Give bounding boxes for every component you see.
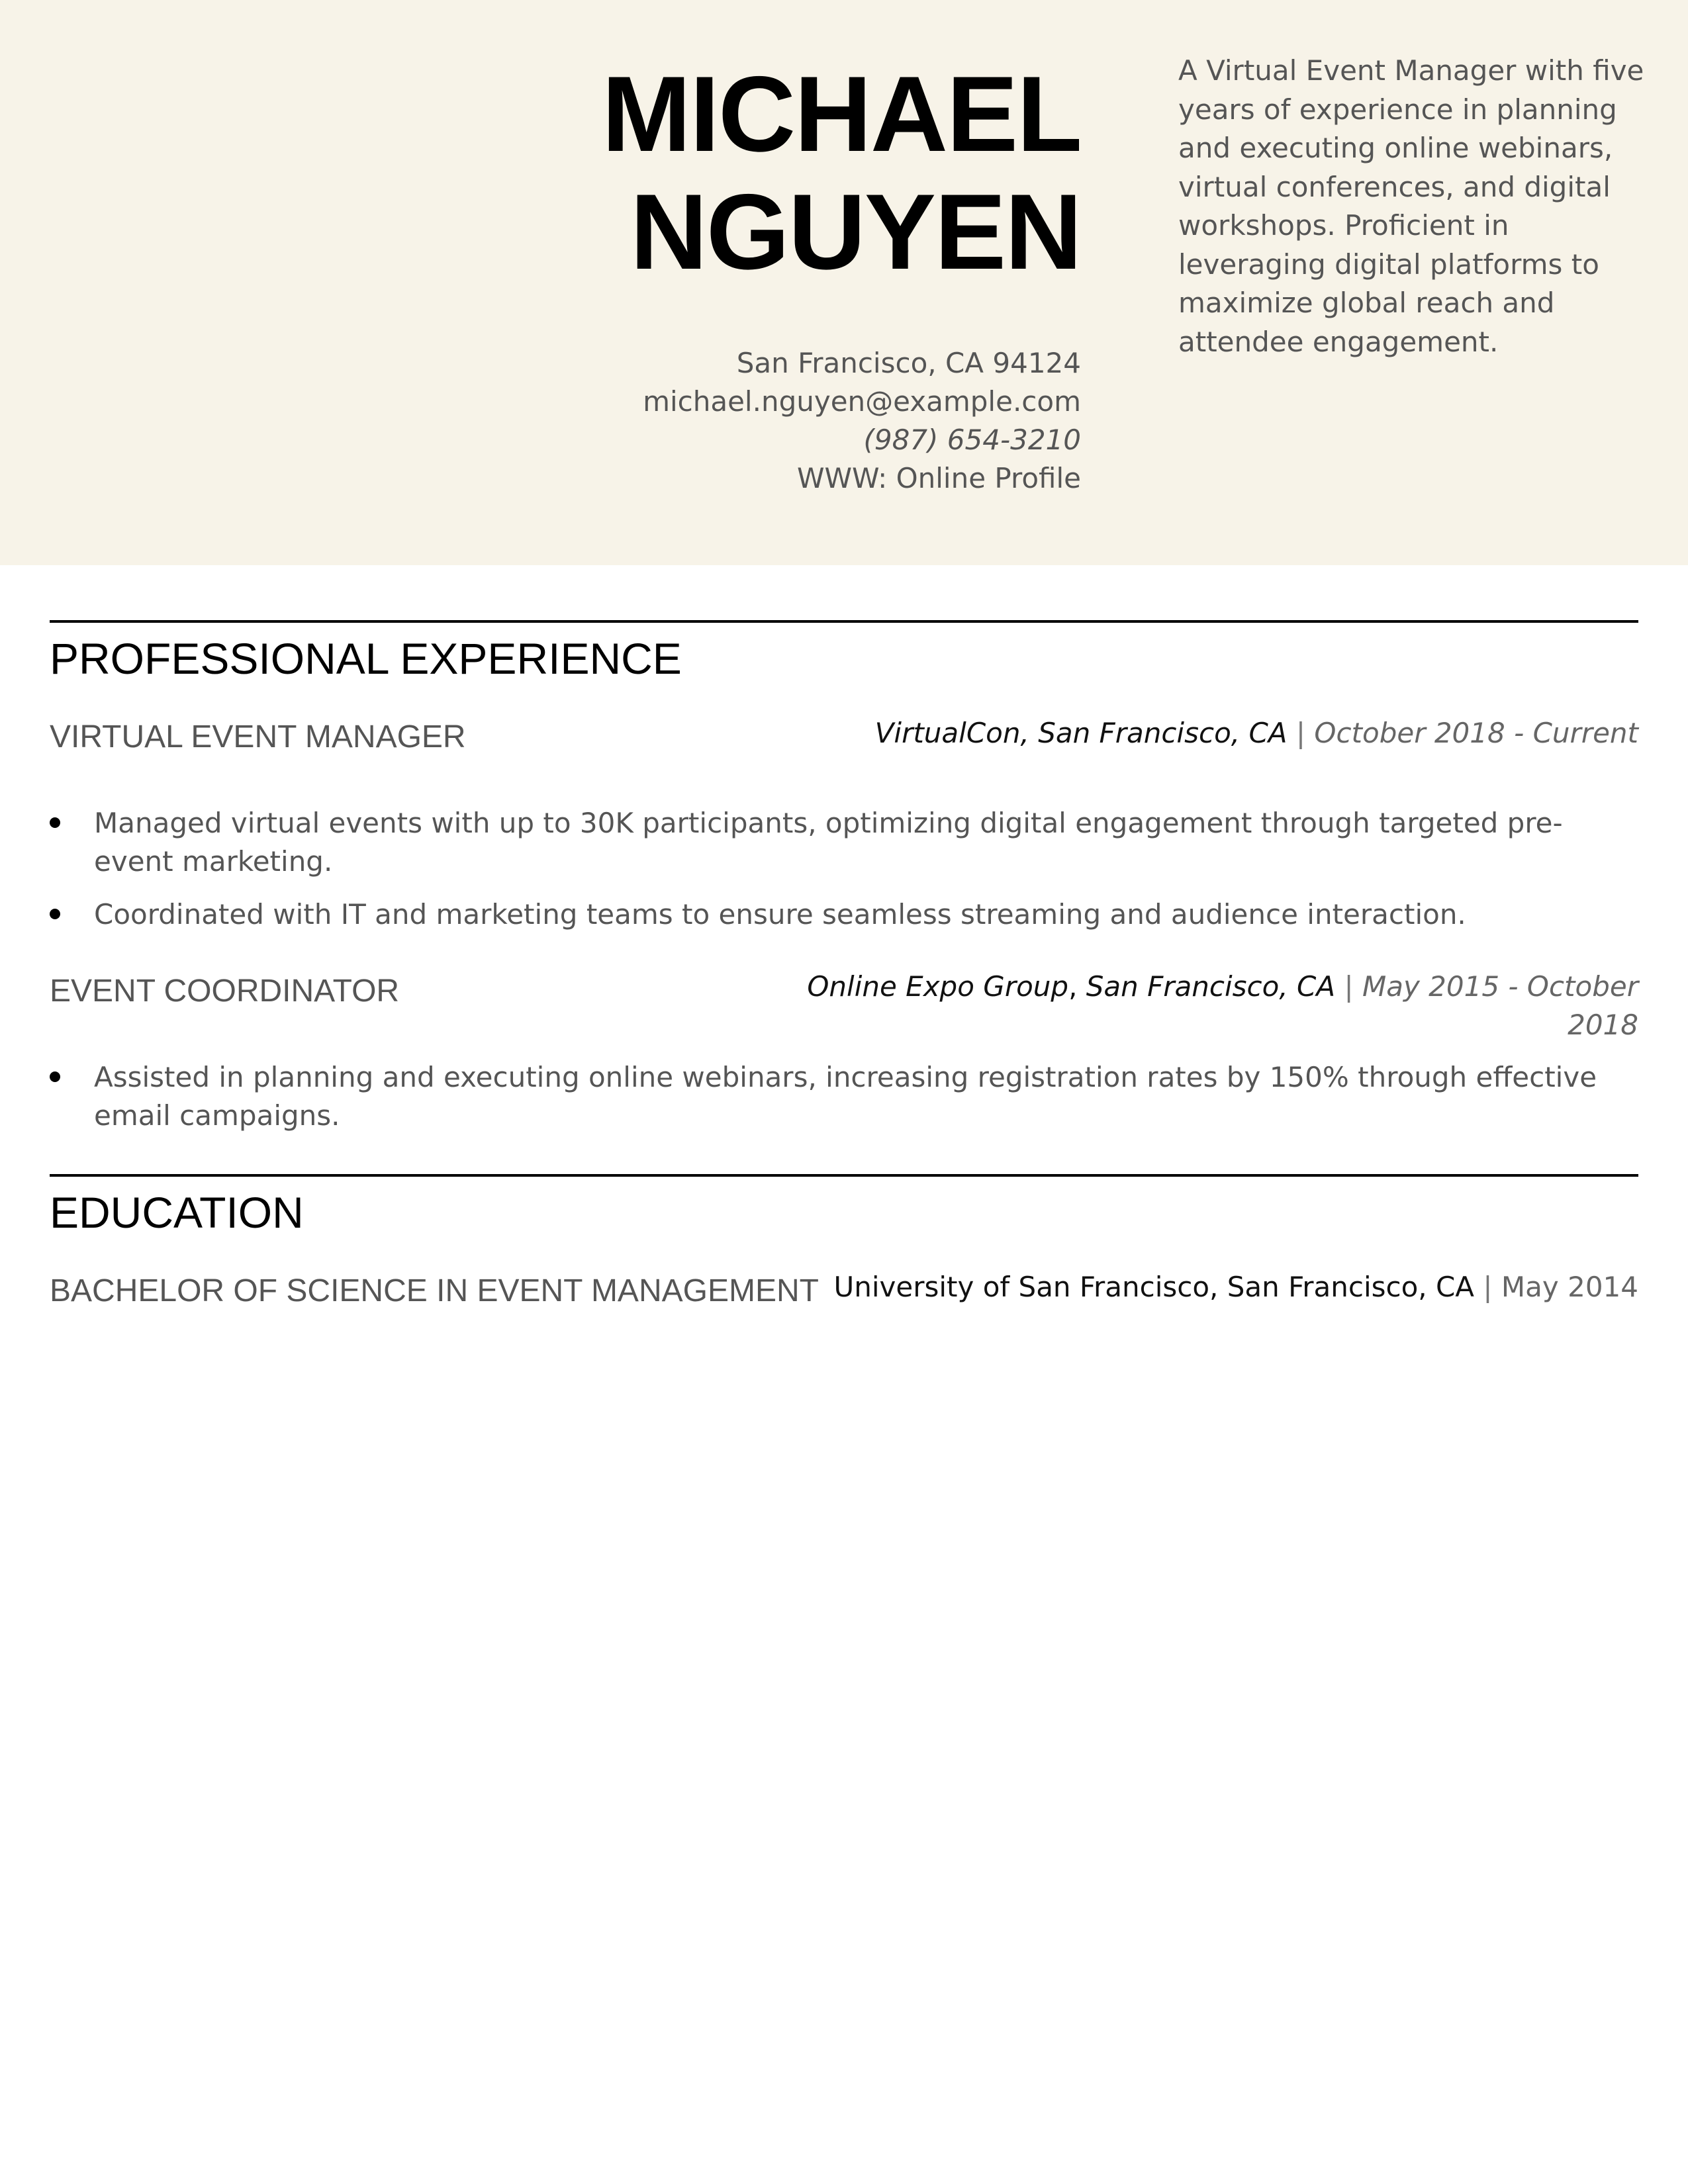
school-name: University of San Francisco, San Francisco, CA	[833, 1271, 1475, 1303]
job-location: San Francisco, CA	[1038, 717, 1288, 749]
section-divider-education	[50, 1174, 1638, 1177]
name-last: NGUYEN	[630, 172, 1081, 292]
section-divider-experience	[50, 620, 1638, 623]
job-separator: |	[1295, 717, 1306, 749]
bullet-icon	[50, 817, 60, 828]
job-meta: VirtualCon, San Francisco, CA | October 2018 - Current	[874, 717, 1638, 749]
job-title: EVENT COORDINATOR	[50, 974, 400, 1009]
job-separator: |	[1344, 970, 1354, 1003]
contact-website[interactable]: WWW: Online Profile	[796, 462, 1081, 494]
education-separator: |	[1483, 1271, 1493, 1303]
list-item: Assisted in planning and executing online webinars, increasing registration rates by 150% through effective email campaigns.	[50, 1058, 1638, 1135]
job-location: San Francisco, CA	[1086, 970, 1336, 1003]
name-first: MICHAEL	[602, 54, 1081, 174]
job-company: VirtualCon	[874, 717, 1021, 749]
contact-block	[353, 344, 1081, 498]
job-company: Online Expo Group	[807, 970, 1069, 1003]
job-dates: October 2018 - Current	[1314, 717, 1638, 749]
contact-phone[interactable]: (987) 654-3210	[863, 424, 1081, 456]
bullet-icon	[50, 909, 60, 919]
section-title-experience: PROFESSIONAL EXPERIENCE	[50, 634, 682, 683]
education-date: May 2014	[1501, 1271, 1638, 1303]
degree-title: BACHELOR OF SCIENCE IN EVENT MANAGEMENT	[50, 1273, 819, 1308]
summary: A Virtual Event Manager with five years of experience in planning and executing online webinars, virtual conferences, and digital workshops. Proficient in leveraging digital platforms to maximize global reach and attendee engagement.	[1178, 54, 1644, 358]
job-bullets	[50, 804, 1638, 948]
job-dates: May 2015 - October 2018	[1362, 970, 1638, 1041]
section-title-education: EDUCATION	[50, 1188, 304, 1237]
list-item: Coordinated with IT and marketing teams to ensure seamless streaming and audience interaction.	[50, 895, 1638, 934]
contact-email[interactable]: michael.nguyen@example.com	[643, 385, 1081, 418]
bullet-icon	[50, 1071, 60, 1082]
list-item: Managed virtual events with up to 30K participants, optimizing digital engagement through targeted pre-event marketing.	[50, 804, 1638, 881]
education-meta	[778, 1268, 1638, 1306]
job-bullets	[50, 1058, 1638, 1150]
contact-location: San Francisco, CA 94124	[736, 347, 1081, 379]
job-meta: Online Expo Group, San Francisco, CA | May 2015 - October 2018	[807, 970, 1638, 1041]
job-title: VIRTUAL EVENT MANAGER	[50, 719, 466, 754]
